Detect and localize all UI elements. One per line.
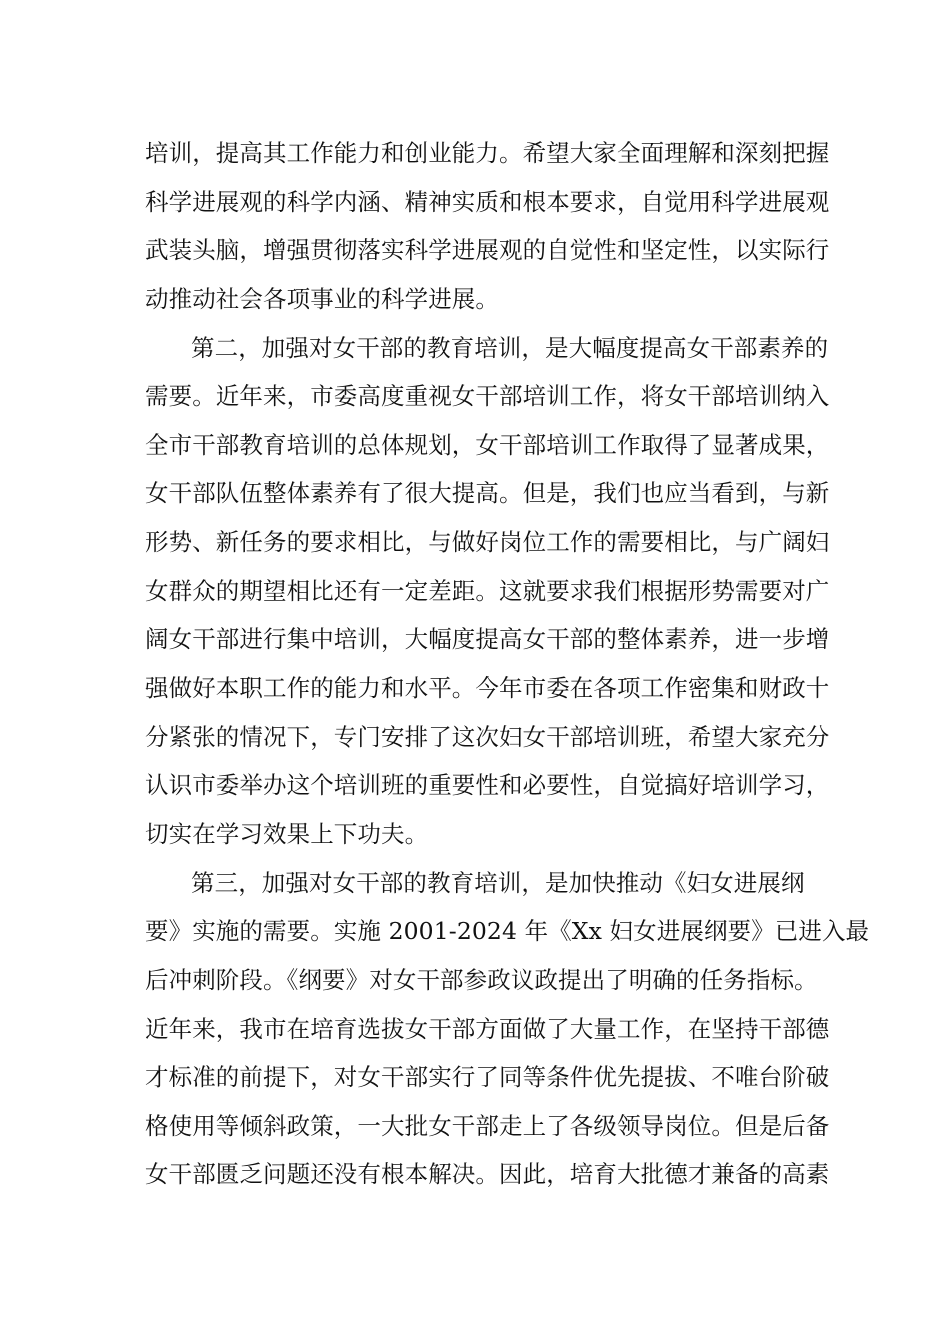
text-line: 阔女干部进行集中培训，大幅度提高女干部的整体素养，进一步增: [145, 625, 830, 654]
text-line: 女群众的期望相比还有一定差距。这就要求我们根据形势需要对广: [145, 576, 830, 605]
text-line: 后冲刺阶段。《纲要》对女干部参政议政提出了明确的任务指标。: [145, 965, 818, 994]
text-line: 形势、新任务的要求相比，与做好岗位工作的需要相比，与广阔妇: [145, 528, 830, 557]
text-line: 需要。近年来，市委高度重视女干部培训工作，将女干部培训纳入: [145, 382, 830, 411]
paragraph-2: [145, 324, 830, 859]
text-line: 认识市委举办这个培训班的重要性和必要性，自觉搞好培训学习，: [145, 771, 830, 800]
text-line: 全市干部教育培训的总体规划，女干部培训工作取得了显著成果，: [145, 430, 830, 459]
paragraph-3: [145, 859, 870, 1199]
text-line: 第二，加强对女干部的教育培训，是大幅度提高女干部素养的: [191, 333, 829, 362]
text-line: 分紧张的情况下，专门安排了这次妇女干部培训班，希望大家充分: [145, 722, 830, 751]
text-line: 格使用等倾斜政策，一大批女干部走上了各级领导岗位。但是后备: [145, 1111, 830, 1140]
text-line: 科学进展观的科学内涵、精神实质和根本要求，自觉用科学进展观: [145, 187, 830, 216]
body-text: [145, 129, 870, 1199]
text-line: 才标准的前提下，对女干部实行了同等条件优先提拔、不唯台阶破: [145, 1063, 830, 1092]
text-line: 动推动社会各项事业的科学进展。: [145, 284, 499, 313]
text-line: 第三，加强对女干部的教育培训，是加快推动《妇女进展纲: [191, 868, 805, 897]
text-line: 近年来，我市在培育选拔女干部方面做了大量工作，在坚持干部德: [145, 1014, 830, 1043]
text-line: 武装头脑，增强贯彻落实科学进展观的自觉性和坚定性，以实际行: [145, 236, 830, 265]
paragraph-1: [145, 129, 830, 324]
text-line: 强做好本职工作的能力和水平。今年市委在各项工作密集和财政十: [145, 674, 830, 703]
text-line: 培训，提高其工作能力和创业能力。希望大家全面理解和深刻把握: [145, 139, 830, 167]
text-line: 女干部匮乏问题还没有根本解决。因此，培育大批德才兼备的高素: [145, 1160, 830, 1189]
text-line: 切实在学习效果上下功夫。: [145, 819, 429, 848]
text-line: 要》实施的需要。实施 2001-2024 年《Xx 妇女进展纲要》已进入最: [145, 917, 870, 946]
text-line: 女干部队伍整体素养有了很大提高。但是，我们也应当看到，与新: [145, 479, 830, 508]
